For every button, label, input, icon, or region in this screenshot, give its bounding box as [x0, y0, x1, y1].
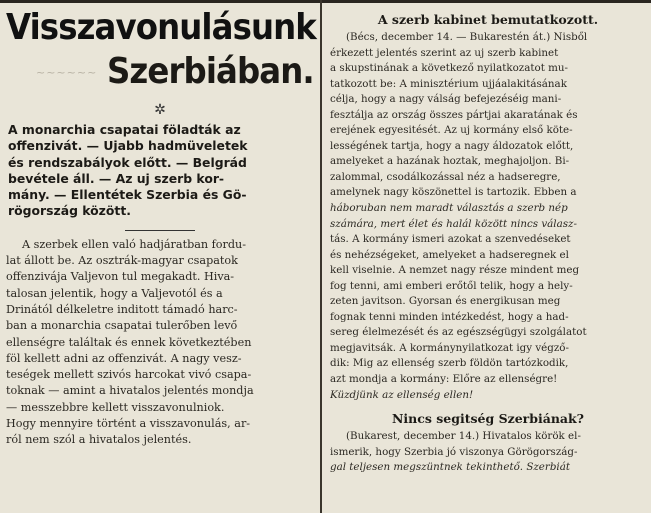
- article-2-heading: Nincs segitség Szerbiának?: [391, 411, 585, 427]
- star-ornament-icon: ✲: [154, 102, 166, 118]
- article-line: sereg élelmezését és az egészségügyi szolgálatot: [330, 326, 587, 339]
- article-1-body: [330, 30, 646, 403]
- left-column: [6, 8, 314, 449]
- subdeck-line: mány. — Ellentétek Szerbia és Gö-: [8, 187, 247, 203]
- column-divider: [320, 0, 322, 513]
- subdeck-line: A monarchia csapatai föladták az: [8, 122, 241, 137]
- article-line: és nehézségeket, amelyeket a hadseregnek el: [330, 248, 569, 261]
- article-line: a skupstinának a következő nyilatkozatot mu-: [330, 62, 568, 75]
- article-line: Küzdjünk az ellenség ellen!: [330, 388, 474, 401]
- headline-line-1: Visszavonulásunk: [6, 7, 316, 48]
- article-line: dik: Mig az ellenség szerb földön tartózkodik,: [330, 357, 569, 370]
- subheadline-deck: [8, 122, 312, 220]
- body-line: toknak — amint a hivatalos jelentés mondja: [6, 384, 254, 398]
- article-line: lességének tartja, hogy a nagy áldozatok előtt,: [330, 139, 574, 152]
- article-line: (Bukarest, december 14.) Hivatalos körök el-: [346, 430, 581, 443]
- body-line: A szerbek ellen való hadjáratban fordu-: [22, 237, 247, 251]
- subdeck-line: rögország között.: [8, 203, 131, 219]
- article-line: tatkozott be: A minisztérium ujjáalakitásának: [330, 77, 567, 90]
- subdeck-line: bevétele áll. — Az uj szerb kor-: [8, 170, 225, 186]
- article-line: fesztálja az ország összes pártjai akaratának és: [330, 108, 578, 121]
- body-line: Hogy mennyire történt a visszavonulás, ar-: [6, 417, 251, 431]
- left-article-body: [6, 237, 314, 449]
- article-line: zalommal, csodálkozással néz a hadseregre,: [330, 170, 561, 183]
- article-line: célja, hogy a nagy válság befejezéséig mani-: [330, 93, 562, 106]
- body-line: ellenségre találtak és ennek következtében: [6, 335, 252, 349]
- article-line: amelyeket a hazának hoztak, meghajoljon. Bi-: [330, 155, 570, 168]
- article-line: zeten javitson. Gyorsan és energikusan meg: [330, 295, 561, 308]
- article-line: gal teljesen megszüntnek tekinthető. Szerbiát: [330, 461, 570, 474]
- article-2-body: [330, 429, 646, 476]
- subdeck-line: offenzivát. — Ujabb hadmüveletek: [8, 138, 248, 154]
- article-line: számára, mert élet és halál között nincs válasz-: [330, 217, 577, 230]
- body-line: talosan jelentik, hogy a Valjevotól és a: [6, 286, 223, 300]
- article-line: fog tenni, ami emberi erőtől telik, hogy a hely-: [330, 279, 573, 292]
- article-line: tás. A kormány ismeri azokat a szenvedéseket: [330, 233, 571, 246]
- divider-ornament: [125, 230, 195, 231]
- article-line: (Bécs, december 14. — Bukarestén át.) Nisből: [346, 31, 588, 43]
- article-line: háboruban nem maradt választás a szerb nép: [330, 202, 568, 215]
- article-line: kell viselnie. A nemzet nagy része mindent meg: [330, 264, 580, 277]
- headline-line-2: Szerbiában.: [107, 51, 314, 92]
- subdeck-line: és rendszabályok előtt. — Belgrád: [8, 154, 247, 170]
- article-line: erejének egyesitését. Az uj kormány első köte-: [330, 124, 573, 137]
- right-column: [330, 8, 646, 476]
- body-line: lat állott be. Az osztrák-magyar csapatok: [6, 254, 238, 268]
- body-line: — messzebbre kellett visszavonulniok.: [6, 400, 225, 414]
- article-line: azt mondja a kormány: Előre az ellenségre!: [330, 373, 558, 386]
- body-line: ról nem szól a hivatalos jelentés.: [6, 433, 192, 447]
- body-line: föl kellett adni az offenzivát. A nagy vesz-: [6, 351, 242, 365]
- article-line: fognak tenni minden intézkedést, hogy a had-: [330, 310, 569, 323]
- top-rule: [0, 0, 651, 3]
- body-line: ban a monarchia csapatai tulerőben levő: [6, 319, 238, 333]
- article-line: érkezett jelentés szerint az uj szerb kabinet: [330, 46, 559, 59]
- article-line: amelynek nagy köszönettel is tartozik. Ebben a: [330, 186, 577, 199]
- article-1-heading: A szerb kabinet bemutatkozott.: [377, 12, 599, 27]
- faint-bleed-text: ~~~~~~: [36, 66, 98, 79]
- body-line: offenzivája Valjevon tul megakadt. Hiva-: [6, 270, 235, 284]
- article-line: megjavitsák. A kormánynyilatkozat igy végző-: [330, 341, 569, 354]
- body-line: Drinától délkeletre inditott támadó harc-: [6, 302, 238, 316]
- article-line: ismerik, hogy Szerbia jó viszonya Görögország-: [330, 445, 578, 458]
- headline-row-2: [6, 50, 314, 100]
- body-line: teségek mellett szivós harcokat vivó csapa-: [6, 368, 252, 382]
